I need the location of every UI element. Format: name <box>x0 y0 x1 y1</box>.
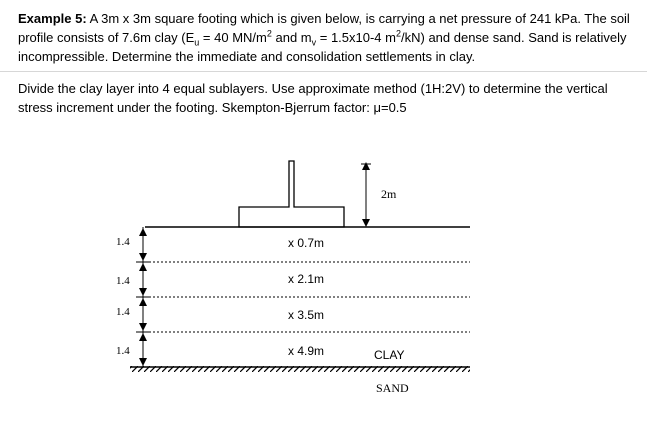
squared-superscript: 2 <box>266 28 272 39</box>
statement-part: = 40 MN/m <box>199 30 267 45</box>
statement-part: and m <box>271 30 312 45</box>
center-point-1: x 0.7m <box>288 236 325 250</box>
example-label: Example 5: <box>18 11 87 26</box>
statement-part: A 3m x 3m square footing which is given below, is carrying a net pressure of 241 kPa. The soil profile consists of 7.6m clay (E <box>18 11 630 45</box>
statement-part: /kN) and dense sand. Sand is relatively incompressible. Determine the immediate and consolidation settlements in clay. <box>18 30 627 64</box>
eu-subscript: u <box>194 37 200 48</box>
center-point-3: x 3.5m <box>288 308 325 322</box>
center-point-2: x 2.1m <box>288 272 325 286</box>
squared-superscript: 2 <box>395 28 401 39</box>
sand-label: SAND <box>376 381 409 395</box>
sublayer-thickness-2: 1.4 <box>116 275 130 287</box>
mv-subscript: v <box>311 37 317 48</box>
sublayer-thickness-4: 1.4 <box>116 345 130 357</box>
depth-arrow-bottom <box>362 219 370 227</box>
depth-arrow-top <box>362 162 370 170</box>
sublayer-thickness-1: 1.4 <box>116 236 130 248</box>
center-point-4: x 4.9m <box>288 344 325 358</box>
statement-part: = 1.5x10-4 m <box>316 30 396 45</box>
instructions: Divide the clay layer into 4 equal sublayers. Use approximate method (1H:2V) to determine the vertical stress increment under the footing. Skempton-Bjerrum factor: μ=0.5 <box>18 81 608 115</box>
footing-depth-label: 2m <box>381 187 397 201</box>
footing-outline <box>239 161 344 227</box>
sublayer-thickness-3: 1.4 <box>116 306 130 318</box>
clay-label: CLAY <box>374 348 405 362</box>
